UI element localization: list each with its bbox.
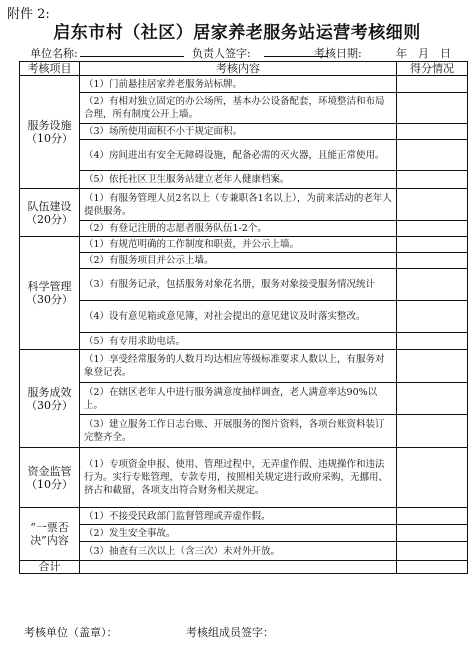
- category-points: （10分）: [26, 132, 73, 145]
- category-name: 服务设施: [27, 119, 72, 132]
- table-row: [20, 525, 468, 542]
- criterion-cell: [80, 93, 397, 124]
- date-label: 考核日期:: [314, 47, 362, 60]
- table-row: [20, 221, 468, 237]
- table-row: [20, 333, 468, 350]
- assessment-team-signature: 考核组成员签字：: [186, 626, 274, 639]
- attachment-label: 附件 2:: [7, 7, 50, 22]
- category-cell: [20, 237, 80, 350]
- criterion-cell: [80, 350, 397, 383]
- table-row: [20, 124, 468, 140]
- criterion-text: （2）有服务项目并公示上墙。: [84, 255, 214, 266]
- total-score-cell[interactable]: [397, 561, 468, 574]
- category-points: （30分）: [26, 398, 73, 412]
- table-row: [20, 350, 468, 383]
- score-cell[interactable]: [397, 350, 468, 383]
- criterion-text: （2）在辖区老年人中进行服务满意度抽样调查，老人满意率达90%以上。: [84, 386, 378, 411]
- total-label: 合计: [20, 561, 80, 574]
- score-cell[interactable]: [397, 269, 468, 301]
- person-sign-label: 负责人签字:: [192, 47, 251, 60]
- criterion-text: （2）发生安全事故。: [84, 527, 176, 539]
- table-row: [20, 189, 468, 221]
- unit-name-field[interactable]: [80, 45, 184, 57]
- unit-name-label: 单位名称:: [30, 47, 78, 60]
- total-row: [20, 561, 468, 574]
- table-row: [20, 253, 468, 269]
- criterion-text: （3）建立服务工作日志台账、开展服务的图片资料，各项台账资料装订完整齐全。: [84, 419, 385, 443]
- criterion-text: （4）设有意见箱或意见簿，对社会提出的意见建议及时落实整改。: [84, 311, 366, 322]
- criterion-cell: [80, 525, 397, 542]
- table-row: [20, 140, 468, 171]
- criterion-cell: [80, 124, 397, 140]
- category-cell: [20, 189, 80, 237]
- category-name: 服务成效: [27, 385, 72, 399]
- total-content-cell: [80, 561, 397, 574]
- category-name: 队伍建设: [27, 199, 72, 213]
- score-cell[interactable]: [397, 76, 468, 93]
- criterion-text: （2）有登记注册的志愿者服务队伍1-2个。: [84, 223, 267, 234]
- criterion-cell: [80, 171, 397, 189]
- table-row: [20, 542, 468, 561]
- criterion-text: （4）房间进出有安全无障碍设施，配备必需的灭火器，且能正常使用。: [84, 149, 385, 161]
- criterion-cell: [80, 76, 397, 93]
- score-cell[interactable]: [397, 508, 468, 525]
- category-cell: [20, 350, 80, 448]
- criterion-cell: [80, 542, 397, 561]
- criterion-cell: [80, 383, 397, 415]
- score-cell[interactable]: [397, 525, 468, 542]
- criterion-cell: [80, 253, 397, 269]
- column-header-score: 得分情况: [397, 62, 468, 76]
- criterion-cell: [80, 333, 397, 350]
- category-cell: [20, 448, 80, 508]
- score-cell[interactable]: [397, 221, 468, 237]
- score-cell[interactable]: [397, 171, 468, 189]
- assessing-unit-seal: 考核单位（盖章）：: [24, 626, 118, 639]
- score-cell[interactable]: [397, 93, 468, 124]
- criterion-text: （1）有服务管理人员2名以上（专兼职各1名以上），为前来活动的老年人提供服务。: [84, 192, 392, 217]
- category-points: （20分）: [26, 212, 73, 226]
- criterion-text: （3）场所使用面积不小于规定面积。: [84, 126, 243, 137]
- table-row: [20, 415, 468, 448]
- criterion-text: （1）门前悬挂居家养老服务站标牌。: [84, 78, 243, 90]
- category-points: （30分）: [26, 293, 73, 306]
- score-cell[interactable]: [397, 237, 468, 253]
- meta-row: [30, 45, 470, 59]
- score-cell[interactable]: [397, 301, 468, 333]
- score-cell[interactable]: [397, 448, 468, 508]
- table-row: [20, 448, 468, 508]
- criterion-cell: [80, 448, 397, 508]
- table-row: [20, 269, 468, 301]
- criterion-text: （1）有规范明确的工作制度和职责，并公示上墙。: [84, 239, 300, 250]
- criterion-text: （2）有相对独立固定的办公场所，基本办公设备配套，环境整洁和布局合理，所有制度公开上墙。: [84, 96, 385, 120]
- table-row: [20, 301, 468, 333]
- criterion-text: （3）有服务记录，包括服务对象花名册，服务对象接受服务情况统计: [84, 279, 376, 290]
- score-cell[interactable]: [397, 140, 468, 171]
- criterion-text: （3）抽查有三次以上（含三次）未对外开放。: [84, 545, 281, 557]
- criterion-cell: [80, 301, 397, 333]
- table-row: [20, 76, 468, 93]
- table-header-row: [20, 62, 468, 76]
- category-points: （10分）: [26, 477, 73, 491]
- score-cell[interactable]: [397, 415, 468, 448]
- category-cell: [20, 508, 80, 561]
- category-name: “一票否决”内容: [30, 521, 69, 547]
- score-cell[interactable]: [397, 124, 468, 140]
- column-header-content: 考核内容: [80, 62, 397, 76]
- table-row: [20, 171, 468, 189]
- criterion-text: （1）不接受民政部门监督管理或弄虚作假。: [84, 510, 271, 522]
- criterion-cell: [80, 237, 397, 253]
- date-placeholder: 年 月 日: [396, 47, 451, 60]
- criterion-cell: [80, 140, 397, 171]
- assessment-table: [19, 61, 468, 574]
- score-cell[interactable]: [397, 383, 468, 415]
- table-row: [20, 383, 468, 415]
- score-cell[interactable]: [397, 189, 468, 221]
- column-header-item: 考核项目: [20, 62, 80, 76]
- table-row: [20, 237, 468, 253]
- table-row: [20, 508, 468, 525]
- criterion-cell: [80, 415, 397, 448]
- criterion-text: （5）有专用求助电话。: [84, 335, 186, 347]
- table-row: [20, 93, 468, 124]
- criterion-cell: [80, 269, 397, 301]
- score-cell[interactable]: [397, 542, 468, 561]
- category-cell: [20, 76, 80, 189]
- criterion-cell: [80, 221, 397, 237]
- criterion-text: （1）专项资金申报、使用、管理过程中，无弄虚作假、违规操作和违法行为。实行专账管理，专款专用，按照相关规定进行政府采购，无挪用、挤占和截留，各项支出符合财务相关规定。: [84, 459, 389, 496]
- criterion-cell: [80, 189, 397, 221]
- criterion-text: （5）依托社区卫生服务站建立老年人健康档案。: [84, 174, 290, 185]
- category-name: 资金监管: [27, 464, 72, 478]
- criterion-text: （1）享受经常服务的人数月均达相应等级标准要求人数以上，有服务对象登记表。: [84, 354, 385, 378]
- criterion-cell: [80, 508, 397, 525]
- category-name: 科学管理: [27, 280, 72, 293]
- score-cell[interactable]: [397, 253, 468, 269]
- score-cell[interactable]: [397, 333, 468, 350]
- document-title: 启东市村（社区）居家养老服务站运营考核细则: [53, 23, 421, 43]
